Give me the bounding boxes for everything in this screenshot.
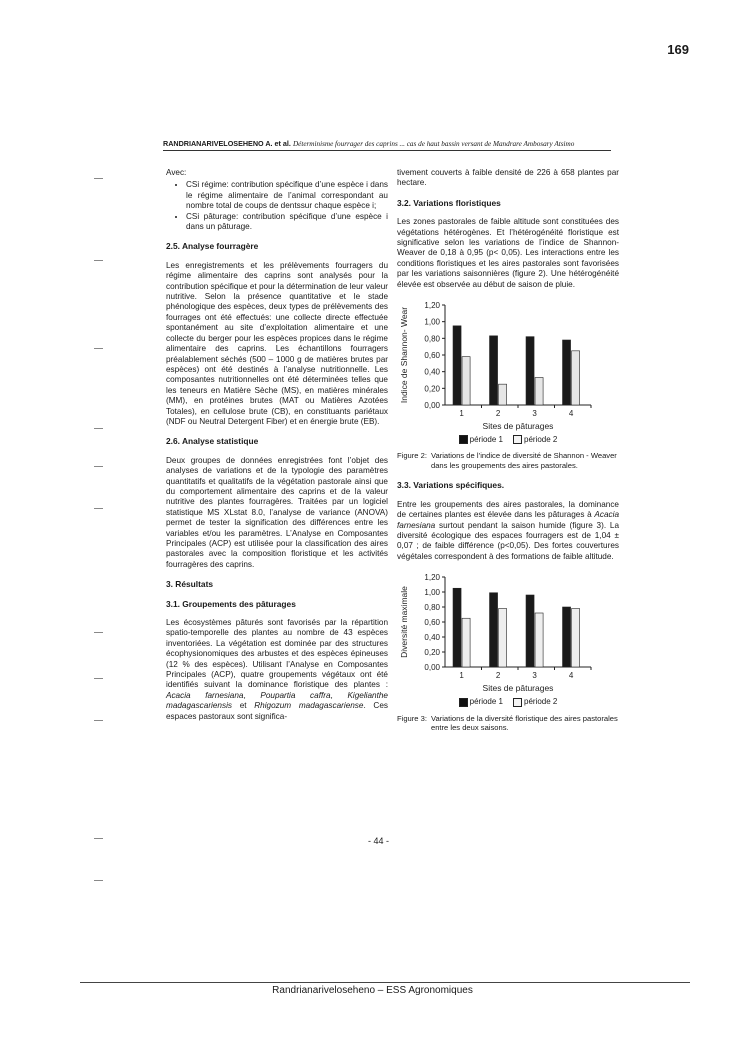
legend-swatch (513, 435, 522, 444)
figure-2-label: Figure 2: (397, 451, 427, 461)
page-number: 169 (667, 42, 689, 57)
bar-periode-2 (572, 351, 580, 405)
section-3-1-heading: 3.1. Groupements des pâturages (166, 598, 296, 609)
bar-periode-1 (526, 337, 534, 405)
footer-text: Randrianariveloseheno – ESS Agronomiques (272, 985, 473, 996)
continuation-paragraph: tivement couverts à faible densité de 226 à 658 plantes par hectare. (397, 168, 619, 188)
species-name: Acacia farnesiana (166, 690, 244, 700)
bar-periode-1 (563, 340, 571, 405)
running-header (163, 139, 611, 151)
legend-item (513, 435, 557, 445)
figure-3-legend (397, 697, 619, 707)
right-column (397, 168, 619, 742)
margin-mark (94, 632, 103, 633)
bar-periode-2 (462, 357, 470, 405)
margin-mark (94, 428, 103, 429)
y-tick-label: 0,60 (424, 351, 440, 361)
bar-periode-2 (499, 609, 507, 668)
separator: et (232, 701, 255, 711)
section-2-5-heading: 2.5. Analyse fourragère (166, 241, 259, 252)
section-3-2-paragraph: Les zones pastorales de faible altitude sont constituées des végétations hétérogènes. Et l’hétérogénéité floristique est significative selon les variations de l’indice de Shannon-Weaver de 0,18 à 0,95 (p< 0,05). Les interactions entre les conditions floristiques et les aires pastorales sont favorisées par les variations saisonnières (figure 2). Une hétérogénéité élevée est observée au début de saison de pluie. (397, 217, 619, 289)
margin-mark (94, 178, 103, 179)
bar-periode-1 (453, 588, 461, 667)
bar-periode-1 (490, 336, 498, 405)
bar-periode-1 (453, 326, 461, 405)
section-3-3-heading: 3.3. Variations spécifiques. (397, 480, 505, 491)
bar-periode-1 (526, 595, 534, 667)
y-axis-title: Diversité maximale (399, 586, 409, 659)
figure-3-caption-text: Variations de la diversité floristique des aires pastorales entre les deux saisons. (430, 713, 618, 732)
avec-intro: Avec: (166, 168, 187, 177)
legend-item (459, 435, 503, 445)
margin-mark (94, 720, 103, 721)
margin-mark (94, 838, 103, 839)
section-2-6-heading: 2.6. Analyse statistique (166, 436, 259, 447)
y-tick-label: 0,40 (424, 367, 440, 377)
figure-2-legend (397, 435, 619, 445)
x-tick-label: 2 (495, 671, 501, 681)
bar-periode-2 (535, 378, 543, 406)
y-tick-label: 1,20 (424, 301, 440, 311)
section-3-3-paragraph (397, 500, 619, 562)
y-tick-label: 0,80 (424, 334, 440, 344)
legend-item (459, 697, 503, 707)
figure-3-label: Figure 3: (397, 713, 427, 723)
x-tick-label: 3 (532, 671, 537, 681)
legend-swatch (459, 698, 468, 707)
figure-3-chart (397, 571, 619, 695)
species-name: Kigelianthe madagascariensis (166, 690, 388, 711)
legend-item (513, 697, 557, 707)
figure-2-caption (397, 451, 619, 470)
x-tick-label: 4 (568, 409, 574, 419)
y-tick-label: 0,40 (424, 633, 440, 643)
text-run: . Ces espaces pastoraux sont significa- (166, 701, 388, 721)
species-name: Poupartia caffra (260, 690, 331, 700)
margin-mark (94, 260, 103, 261)
y-tick-label: 0,20 (424, 648, 440, 658)
separator: , (330, 690, 348, 700)
y-tick-label: 0,20 (424, 384, 440, 394)
x-tick-label: 1 (459, 409, 464, 419)
bullet-csi-regime: • CSi régime: contribution spécifique d’une espèce i dans le régime alimentaire de l’animal correspondant au nombre total de coups de dentssur chaque espèce i; (186, 180, 388, 211)
legend-label: période 2 (524, 435, 558, 445)
bar-periode-1 (490, 593, 498, 667)
footer-rule (80, 982, 690, 983)
legend-swatch (513, 698, 522, 707)
header-title: Déterminisme fourrager des caprins ... cas de haut bassin versant de Mandrare Ambosary Atsimo (292, 140, 575, 148)
figure-2-chart (397, 299, 619, 433)
bar-periode-1 (563, 607, 571, 667)
definition-list (166, 180, 388, 232)
bar-periode-2 (572, 609, 580, 668)
bar-periode-2 (535, 613, 543, 667)
legend-swatch (459, 435, 468, 444)
y-tick-label: 0,00 (424, 401, 440, 411)
margin-mark (94, 880, 103, 881)
left-column (166, 168, 388, 731)
x-tick-label: 1 (459, 671, 464, 681)
y-tick-label: 1,00 (424, 588, 440, 598)
y-tick-label: 1,20 (424, 573, 440, 583)
header-authors: RANDRIANARIVELOSEHENO A. et al. (163, 139, 291, 148)
legend-label: période 1 (469, 435, 503, 445)
figure-2-caption-text: Variations de l’indice de diversité de Shannon - Weaver dans les groupements des aires pastorales. (430, 451, 617, 470)
text-run: Les écosystèmes pâturés sont favorisés par la répartition spatio-temporelle des plantes au nombre de 43 espèces inventoriées. La végétation est dominée par des structures écophysionomiques des arbustes et des espèces épineuses (12 % des espèces). Utilisant l’Analyse en Composantes Principales (ACP), quatre groupements végétaux ont été identifiés suivant la dominance floristique des plantes : (166, 618, 388, 690)
page-bottom-number: - 44 - (368, 836, 390, 846)
section-2-5-paragraph: Les enregistrements et les prélèvements fourragers du régime alimentaire des caprins sont analysés pour la contribution spécifique et pour la détermination de leur valeur nutritive. Selon la présence quantitative et le stade phénologique des espèces, deux types de prélèvements des fourrages ont été effectués: une collecte directe effectuée spontanément au site d’exploitation alimentaire et une collecte du berger pour les espèces propices dans le régime alimentaire des caprins. Les échantillons fourragers préalablement séchés (500 – 1000 g de matières brutes par espèces) ont été destinés à l’analyse nutritionnelle. Les composantes nutritionnelles ont été déterminées telles que les teneurs en Matière Sèche (MS), en matières minérales (MM), en protéines brutes (MAT ou Matières Azotées Totales), en cellulose brute (CB), en constituants pariétaux (NDF ou Neutral Detergent Fiber) et en énergie brute (EB). (166, 260, 388, 426)
y-tick-label: 0,80 (424, 603, 440, 613)
y-axis-title: Indice de Shannon- Wear (399, 306, 409, 404)
text-run: surtout pendant la saison humide (figure 3). La diversité écologique des espaces fourragers est de 1,04 ± 0,07 ; de faible différence (p<0,05). Des fortes couvertures végétales correspondent à des formations de faible altitude. (397, 520, 619, 561)
section-3-2-heading: 3.2. Variations floristiques (397, 197, 501, 208)
bullet-csi-paturage: • CSi pâturage: contribution spécifique d’une espèce i dans un pâturage. (186, 212, 388, 233)
bar-periode-2 (499, 384, 507, 405)
x-tick-label: 2 (495, 409, 501, 419)
section-3-1-paragraph (166, 618, 388, 722)
legend-label: période 2 (524, 697, 558, 707)
x-tick-label: 3 (532, 409, 537, 419)
x-axis-title: Sites de pâturages (482, 421, 554, 432)
margin-mark (94, 508, 103, 509)
x-tick-label: 4 (568, 671, 574, 681)
margin-mark (94, 348, 103, 349)
margin-mark (94, 466, 103, 467)
bar-periode-2 (462, 618, 470, 667)
section-2-6-paragraph: Deux groupes de données enregistrées font l’objet des analyses de variations et de la typologie des paramètres quantitatifs et qualitatifs de la végétation pastorale ainsi que du comportement alimentaire des caprins et de la valeur nutritive des plantes fourragères. Traitées par un logiciel statistique MS XLstat 8.0, l’analyse de variance (ANOVA) permet de tester la signification des différences entre les variables et/ou les paramètres. L’Analyse en Composantes Principales (ACP) est utilisée pour la classification des aires pastorales avec la composition floristique et les activités fourragères des caprins. (166, 455, 388, 569)
y-tick-label: 0,60 (424, 618, 440, 628)
text-run: Entre les groupements des aires pastorales, la dominance de certaines plantes est élevée dans les pâturages à (397, 499, 619, 520)
y-tick-label: 0,00 (424, 663, 440, 673)
figure-3-caption (397, 714, 619, 733)
species-name: Acacia farnesiana (397, 510, 619, 530)
species-name: Rhigozum madagascariense (254, 701, 364, 711)
section-3-heading: 3. Résultats (166, 579, 214, 590)
legend-label: période 1 (469, 697, 503, 707)
margin-mark (94, 678, 103, 679)
x-axis-title: Sites de pâturages (482, 683, 554, 694)
separator: , (243, 690, 261, 700)
y-tick-label: 1,00 (424, 317, 440, 327)
